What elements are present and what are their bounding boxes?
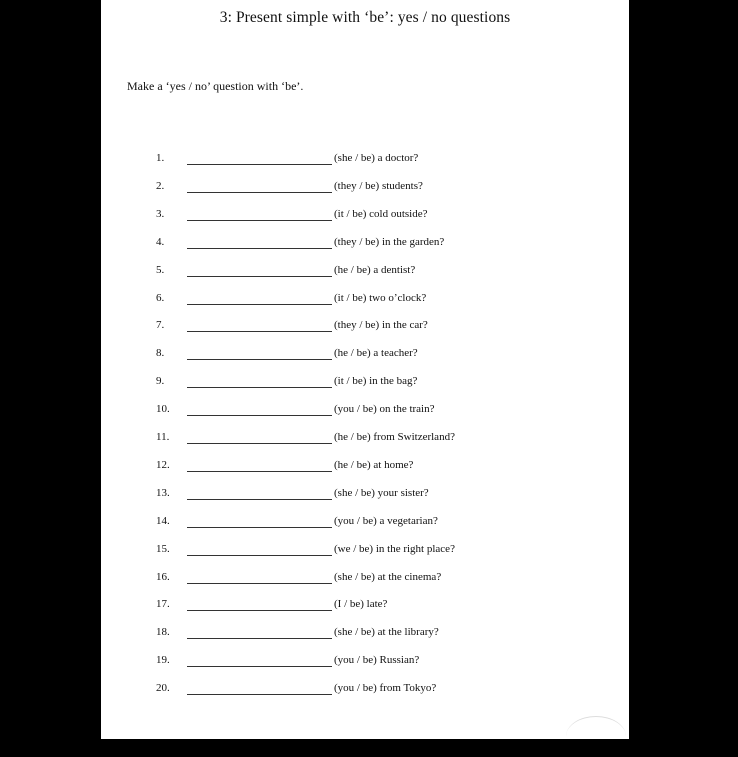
answer-blank[interactable]	[187, 638, 332, 639]
page-curl-decoration	[566, 716, 626, 757]
item-number: 16.	[156, 570, 170, 583]
item-number: 13.	[156, 486, 170, 499]
item-prompt: (he / be) a dentist?	[334, 263, 416, 276]
exercise-item	[101, 234, 629, 254]
item-number: 10.	[156, 403, 170, 416]
item-prompt: (he / be) from Switzerland?	[334, 431, 455, 443]
item-number: 5.	[156, 263, 165, 276]
item-prompt: (I / be) late?	[334, 598, 388, 611]
item-number: 4.	[156, 235, 165, 248]
exercise-item	[101, 401, 629, 421]
worksheet-title: 3: Present simple with ‘be’: yes / no questions	[219, 9, 511, 26]
item-number: 17.	[156, 598, 170, 611]
item-number: 6.	[156, 291, 165, 304]
item-prompt: (it / be) in the bag?	[334, 375, 418, 388]
item-prompt: (they / be) in the car?	[334, 319, 428, 332]
answer-blank[interactable]	[187, 610, 332, 611]
exercise-item	[101, 317, 629, 337]
exercise-item	[101, 513, 629, 533]
item-number: 9.	[156, 375, 165, 388]
answer-blank[interactable]	[187, 248, 332, 249]
exercise-item	[101, 680, 629, 700]
item-number: 18.	[156, 626, 170, 639]
answer-blank[interactable]	[187, 387, 332, 388]
item-number: 2.	[156, 179, 165, 192]
exercise-item	[101, 290, 629, 310]
answer-blank[interactable]	[187, 192, 332, 193]
answer-blank[interactable]	[187, 331, 332, 332]
exercise-item	[101, 345, 629, 365]
item-prompt: (you / be) from Tokyo?	[334, 682, 437, 695]
item-prompt: (she / be) a doctor?	[334, 152, 419, 164]
item-prompt: (she / be) at the library?	[334, 626, 439, 639]
exercise-item	[101, 652, 629, 672]
answer-blank[interactable]	[187, 304, 332, 305]
exercise-item	[101, 569, 629, 589]
item-prompt: (it / be) two o’clock?	[334, 291, 427, 304]
answer-blank[interactable]	[187, 666, 332, 667]
answer-blank[interactable]	[187, 164, 332, 165]
item-number: 19.	[156, 654, 170, 667]
exercise-item	[101, 178, 629, 198]
item-number: 3.	[156, 207, 165, 220]
exercise-item	[101, 624, 629, 644]
answer-blank[interactable]	[187, 359, 332, 360]
item-number: 7.	[156, 319, 165, 332]
answer-blank[interactable]	[187, 694, 332, 695]
answer-blank[interactable]	[187, 276, 332, 277]
item-number: 12.	[156, 458, 170, 471]
instruction-text: Make a ‘yes / no’ question with ‘be’.	[127, 79, 304, 93]
answer-blank[interactable]	[187, 527, 332, 528]
answer-blank[interactable]	[187, 555, 332, 556]
exercise-item	[101, 373, 629, 393]
item-prompt: (they / be) students?	[334, 179, 423, 192]
item-prompt: (they / be) in the garden?	[334, 235, 445, 248]
exercise-item	[101, 485, 629, 505]
exercise-item	[101, 206, 629, 226]
item-prompt: (he / be) a teacher?	[334, 347, 418, 360]
exercise-item	[101, 457, 629, 477]
answer-blank[interactable]	[187, 499, 332, 500]
item-prompt: (you / be) Russian?	[334, 654, 420, 667]
item-number: 20.	[156, 682, 170, 695]
answer-blank[interactable]	[187, 471, 332, 472]
item-number: 14.	[156, 514, 170, 527]
item-prompt: (she / be) your sister?	[334, 486, 429, 499]
exercise-item	[101, 541, 629, 561]
item-prompt: (it / be) cold outside?	[334, 207, 428, 220]
item-number: 1.	[156, 152, 165, 164]
exercise-item	[101, 596, 629, 616]
item-number: 8.	[156, 347, 165, 360]
item-prompt: (you / be) a vegetarian?	[334, 514, 438, 527]
item-prompt: (we / be) in the right place?	[334, 542, 455, 555]
item-prompt: (he / be) at home?	[334, 458, 414, 471]
answer-blank[interactable]	[187, 220, 332, 221]
exercise-item	[101, 429, 629, 449]
item-number: 11.	[156, 431, 170, 443]
exercise-item	[101, 262, 629, 282]
item-prompt: (you / be) on the train?	[334, 403, 435, 416]
answer-blank[interactable]	[187, 443, 332, 444]
worksheet-page	[101, 0, 629, 739]
item-number: 15.	[156, 542, 170, 555]
answer-blank[interactable]	[187, 415, 332, 416]
exercise-item	[101, 150, 629, 170]
item-prompt: (she / be) at the cinema?	[334, 570, 442, 583]
answer-blank[interactable]	[187, 583, 332, 584]
